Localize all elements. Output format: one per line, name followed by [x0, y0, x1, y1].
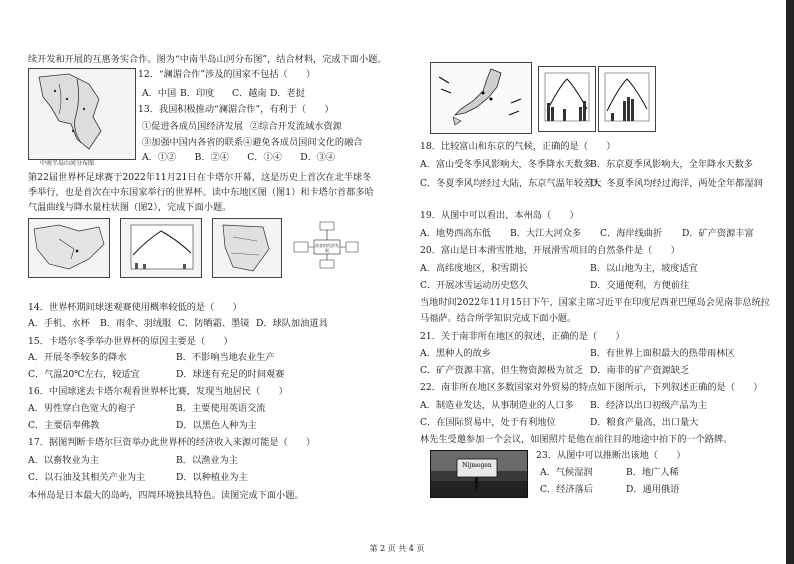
region-map-figure	[212, 218, 282, 278]
q23-option-a: A．气候湿润	[540, 467, 593, 478]
tokyo-climate-chart	[598, 66, 656, 132]
question-20: 20．富山是日本滑雪胜地，开展滑雪项目的自然条件是（ ）	[420, 245, 680, 256]
q21-option-b: B．有世界上面积最大的热带雨林区	[590, 348, 735, 359]
q13-statement-1: ①促进各成员国经济发展	[142, 121, 244, 132]
page-number: 第 2 页 共 4 页	[369, 544, 425, 553]
q17-option-d: D．以种植业为主	[176, 472, 248, 483]
south-africa-flow-diagram	[292, 220, 360, 276]
q18-option-c: C．冬夏季风均经过大陆，东京气温年较差大	[420, 178, 602, 189]
q17-option-b: B．以渔业为主	[176, 455, 238, 466]
worldcup-intro: 季举行，也是首次在中东国家举行的世界杯。读中东地区图（图1）和卡塔尔首都多哈	[28, 187, 374, 198]
q16-option-c: C．主要信奉佛教	[28, 420, 100, 431]
q22-option-b: B．经济以出口初级产品为主	[590, 400, 708, 411]
q13-options: A．①② B．②④ C．①④ D．③④	[142, 152, 336, 163]
q19-option-c: C．海岸线曲折	[600, 228, 663, 239]
question-13: 13．我国积极推动“澜湄合作”，有利于（ ）	[138, 104, 334, 115]
q23-option-c: C．经济落后	[540, 484, 593, 495]
south-africa-intro: 马福萨。结合所学知识完成下面小题。	[420, 313, 577, 324]
q16-option-b: B．主要使用英语交流	[176, 403, 266, 414]
roadsign-photo	[430, 450, 528, 498]
question-21: 21．关于南非所在地区的叙述，正确的是（ ）	[420, 331, 625, 342]
roadsign-text: Nijmegen	[462, 462, 492, 469]
q15-option-c: C．气温20℃左右，较适宜	[28, 369, 140, 380]
worldcup-intro: 气温曲线与降水量柱状图（图2），完成下面小题。	[28, 202, 232, 213]
q15-option-d: D．球迷有充足的时间观赛	[176, 369, 285, 380]
q22-option-a: A．制造业发达，从事制造业的人口多	[420, 400, 574, 411]
q20-option-c: C．开展冰雪运动历史悠久	[420, 280, 529, 291]
south-africa-intro: 当地时间2022年11月15日下午，国家主席习近平在印度尼西亚巴厘岛会见南非总统拉	[420, 297, 770, 308]
q14-option-c: C．防晒霜、墨镜	[178, 318, 250, 329]
q12-option-b: B．印度	[180, 88, 215, 99]
q22-option-c: C．在国际贸易中，处于有利地位	[420, 417, 556, 428]
q12-option-a: A．中国	[142, 88, 177, 99]
q17-option-c: C．以石油及其相关产业为主	[28, 472, 146, 483]
q13-statement-3: ③加强中国内各省的联系④避免各成员国间文化的融合	[142, 137, 363, 148]
q18-option-a: A．富山受冬季风影响大，冬季降水天数多	[420, 159, 593, 170]
japan-map-figure	[430, 62, 532, 134]
q14-option-b: B．雨伞、羽绒服	[100, 318, 172, 329]
q23-option-b: B．地广人稀	[626, 467, 679, 478]
q16-option-d: D．以黑色人种为主	[176, 420, 257, 431]
question-22: 22．南非所在地区多数国家对外贸易的特点如下图所示，下列叙述正确的是（ ）	[420, 382, 763, 393]
flow-center-label: 南非的经济发展	[315, 243, 339, 253]
question-19: 19．从图中可以看出，本州岛（ ）	[420, 210, 579, 221]
question-12: 12．“澜湄合作”涉及的国家不包括（ ）	[138, 69, 316, 80]
q12-option-d: D．老挝	[270, 88, 305, 99]
question-14: 14．世界杯期间球迷观赛使用概率较低的是（ ）	[28, 302, 242, 313]
q21-option-a: A．黑种人的故乡	[420, 348, 491, 359]
q15-option-b: B．不影响当地农业生产	[176, 352, 275, 363]
q16-option-a: A．男性穿白色宽大的袍子	[28, 403, 136, 414]
question-16: 16．中国球迷去卡塔尔观看世界杯比赛，发现当地居民（ ）	[28, 386, 288, 397]
indochina-map-figure	[28, 68, 136, 160]
q19-option-a: A．地势西高东低	[420, 228, 491, 239]
q20-option-b: B．以山地为主，坡度适宜	[590, 263, 698, 274]
worldcup-intro: 第22届世界杯足球赛于2022年11月21日在卡塔尔开幕，这是历史上首次在北半球冬	[28, 172, 372, 183]
q19-option-d: D．矿产资源丰富	[682, 228, 754, 239]
question-18: 18．比较富山和东京的气候，正确的是（ ）	[420, 141, 616, 152]
question-15: 15．卡塔尔冬季举办世界杯的原因主要是（ ）	[28, 336, 233, 347]
roadsign-intro: 林先生受邀参加一个会议，如图照片是他在前往目的地途中拍下的一个路牌。	[420, 434, 733, 445]
q14-option-a: A．手机、水杯	[28, 318, 90, 329]
q17-option-a: A．以畜牧业为主	[28, 455, 99, 466]
q19-option-b: B．大江大河众多	[510, 228, 582, 239]
q13-statement-2: ②综合开发流域水资源	[250, 121, 342, 132]
q12-option-c: C．越南	[232, 88, 267, 99]
q22-option-d: D．粮食产量高，出口量大	[590, 417, 699, 428]
q21-option-c: C．矿产资源丰富，但生物资源极为贫乏	[420, 365, 584, 376]
q15-option-a: A．开展冬季较多的降水	[28, 352, 127, 363]
q21-option-d: D．南非的矿产资源缺乏	[590, 365, 690, 376]
map-caption: 中南半岛山河分布图	[40, 160, 95, 167]
q20-option-a: A．高纬度地区，积雪期长	[420, 263, 528, 274]
middle-east-map-figure	[28, 218, 110, 278]
intro-line: 续开发和开展的互惠务实合作。图为“中南半岛山河分布图”，结合材料，完成下面小题。	[28, 54, 387, 65]
q14-option-d: D．球队加油道具	[256, 318, 328, 329]
doha-climate-chart	[120, 218, 202, 278]
toyama-climate-chart	[538, 66, 596, 132]
q18-option-b: B．东京夏季风影响大，全年降水天数多	[590, 159, 753, 170]
scan-edge	[786, 0, 794, 564]
question-17: 17．据图判断卡塔尔巨资举办此世界杯的经济收入来源可能是（ ）	[28, 437, 316, 448]
question-23: 23．从图中可以推断出该地（ ）	[536, 450, 686, 461]
honshu-intro: 本州岛是日本最大的岛屿，四周环境独具特色。读图完成下面小题。	[28, 490, 304, 501]
q20-option-d: D．交通便利，方便前往	[590, 280, 690, 291]
q23-option-d: D．通用俄语	[626, 484, 680, 495]
q18-option-d: D．冬夏季风均经过海洋，两处全年都湿润	[590, 178, 763, 189]
